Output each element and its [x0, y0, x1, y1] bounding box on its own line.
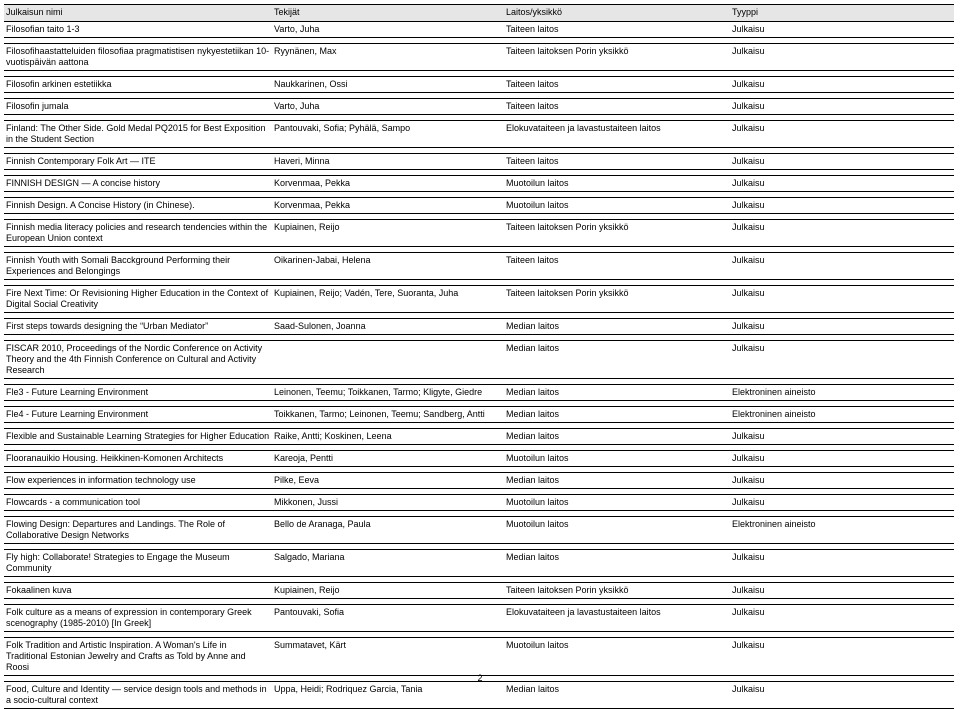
- header-department: Laitos/yksikkö: [504, 5, 730, 22]
- cell-type: Julkaisu: [730, 638, 954, 676]
- cell-authors: Salgado, Mariana: [272, 550, 504, 577]
- cell-department: Median laitos: [504, 682, 730, 709]
- cell-type: Elektroninen aineisto: [730, 407, 954, 423]
- cell-type: Julkaisu: [730, 319, 954, 335]
- cell-department: Elokuvataiteen ja lavastustaiteen laitos: [504, 605, 730, 632]
- table-row: [4, 451, 954, 467]
- cell-department: Median laitos: [504, 473, 730, 489]
- cell-type: Julkaisu: [730, 682, 954, 709]
- cell-department: Taiteen laitos: [504, 253, 730, 280]
- cell-type: Elektroninen aineisto: [730, 517, 954, 544]
- cell-type: Julkaisu: [730, 495, 954, 511]
- cell-department: Elokuvataiteen ja lavastustaiteen laitos: [504, 121, 730, 148]
- cell-authors: Kupiainen, Reijo; Vadén, Tere, Suoranta, Juha: [272, 286, 504, 313]
- cell-department: Median laitos: [504, 385, 730, 401]
- cell-title: Finland: The Other Side. Gold Medal PQ2015 for Best Exposition in the Student Section: [4, 121, 272, 148]
- page-number: 2: [477, 673, 483, 683]
- cell-authors: Oikarinen-Jabai, Helena: [272, 253, 504, 280]
- cell-title: Fokaalinen kuva: [4, 583, 272, 599]
- cell-department: Median laitos: [504, 407, 730, 423]
- table-row: [4, 605, 954, 632]
- cell-type: Julkaisu: [730, 341, 954, 379]
- cell-department: Taiteen laitos: [504, 77, 730, 93]
- cell-title: Filosofin arkinen estetiikka: [4, 77, 272, 93]
- cell-title: Fle4 - Future Learning Environment: [4, 407, 272, 423]
- cell-authors: Bello de Aranaga, Paula: [272, 517, 504, 544]
- cell-department: Median laitos: [504, 319, 730, 335]
- cell-type: Julkaisu: [730, 44, 954, 71]
- cell-authors: Raike, Antti; Koskinen, Leena: [272, 429, 504, 445]
- cell-type: Julkaisu: [730, 429, 954, 445]
- cell-title: Food, Culture and Identity ― service design tools and methods in a socio-cultural context: [4, 682, 272, 709]
- table-row: [4, 473, 954, 489]
- cell-department: Median laitos: [504, 550, 730, 577]
- cell-title: Flexible and Sustainable Learning Strategies for Higher Education: [4, 429, 272, 445]
- table-row: [4, 99, 954, 115]
- cell-type: Julkaisu: [730, 198, 954, 214]
- cell-type: Elektroninen aineisto: [730, 385, 954, 401]
- table-row: [4, 22, 954, 38]
- cell-type: Julkaisu: [730, 473, 954, 489]
- cell-type: Julkaisu: [730, 220, 954, 247]
- cell-authors: Pilke, Eeva: [272, 473, 504, 489]
- table-row: [4, 154, 954, 170]
- table-row: [4, 407, 954, 423]
- table-row: [4, 198, 954, 214]
- cell-title: Flowing Design: Departures and Landings. The Role of Collaborative Design Networks: [4, 517, 272, 544]
- cell-type: Julkaisu: [730, 451, 954, 467]
- cell-title: Filosofihaastatteluiden filosofiaa pragmatistisen nykyestetiikan 10-vuotispäivän aattona: [4, 44, 272, 71]
- table-row: [4, 550, 954, 577]
- table-row: [4, 341, 954, 379]
- table-row: [4, 77, 954, 93]
- cell-type: Julkaisu: [730, 77, 954, 93]
- cell-authors: Varto, Juha: [272, 99, 504, 115]
- cell-type: Julkaisu: [730, 253, 954, 280]
- cell-title: Filosofin jumala: [4, 99, 272, 115]
- cell-department: Muotoilun laitos: [504, 451, 730, 467]
- cell-title: First steps towards designing the “Urban Mediator”: [4, 319, 272, 335]
- cell-department: Taiteen laitos: [504, 99, 730, 115]
- cell-type: Julkaisu: [730, 605, 954, 632]
- cell-title: Folk Tradition and Artistic Inspiration. A Woman's Life in Traditional Estonian Jewelry and Crafts as Told by Anne and Roosi: [4, 638, 272, 676]
- table-row: [4, 319, 954, 335]
- table-header-row: [4, 5, 954, 22]
- table-row: [4, 583, 954, 599]
- cell-department: Muotoilun laitos: [504, 176, 730, 192]
- cell-authors: Saad-Sulonen, Joanna: [272, 319, 504, 335]
- cell-title: Finnish Contemporary Folk Art ― ITE: [4, 154, 272, 170]
- cell-department: Taiteen laitos: [504, 154, 730, 170]
- cell-title: Flow experiences in information technology use: [4, 473, 272, 489]
- table-row: [4, 517, 954, 544]
- cell-authors: Naukkarinen, Ossi: [272, 77, 504, 93]
- cell-authors: Pantouvaki, Sofia: [272, 605, 504, 632]
- cell-type: Julkaisu: [730, 99, 954, 115]
- cell-department: Taiteen laitoksen Porin yksikkö: [504, 583, 730, 599]
- cell-title: FINNISH DESIGN ― A concise history: [4, 176, 272, 192]
- cell-authors: Summatavet, Kärt: [272, 638, 504, 676]
- cell-type: Julkaisu: [730, 583, 954, 599]
- table-row: [4, 44, 954, 71]
- table-row: [4, 638, 954, 676]
- cell-title: FISCAR 2010, Proceedings of the Nordic Conference on Activity Theory and the 4th Finnish Conference on Cultural and Activity Research: [4, 341, 272, 379]
- cell-type: Julkaisu: [730, 286, 954, 313]
- cell-title: Finnish Youth with Somali Bacckground Performing their Experiences and Belongings: [4, 253, 272, 280]
- table-body: [4, 22, 954, 709]
- table-row: [4, 220, 954, 247]
- cell-authors: Mikkonen, Jussi: [272, 495, 504, 511]
- cell-authors: Pantouvaki, Sofia; Pyhälä, Sampo: [272, 121, 504, 148]
- cell-type: Julkaisu: [730, 176, 954, 192]
- cell-authors: Varto, Juha: [272, 22, 504, 38]
- cell-department: Taiteen laitoksen Porin yksikkö: [504, 44, 730, 71]
- cell-title: Fire Next Time: Or Revisioning Higher Education in the Context of Digital Social Creativity: [4, 286, 272, 313]
- cell-department: Muotoilun laitos: [504, 517, 730, 544]
- cell-type: Julkaisu: [730, 550, 954, 577]
- table-row: [4, 429, 954, 445]
- cell-title: Filosofian taito 1-3: [4, 22, 272, 38]
- cell-type: Julkaisu: [730, 22, 954, 38]
- cell-title: Folk culture as a means of expression in contemporary Greek scenography (1985-2010) [In Greek]: [4, 605, 272, 632]
- cell-authors: Kareoja, Pentti: [272, 451, 504, 467]
- cell-department: Taiteen laitoksen Porin yksikkö: [504, 286, 730, 313]
- cell-authors: [272, 341, 504, 379]
- header-title: Julkaisun nimi: [4, 5, 272, 22]
- table-row: [4, 253, 954, 280]
- cell-type: Julkaisu: [730, 154, 954, 170]
- cell-title: Flooranauikio Housing. Heikkinen-Komonen Architects: [4, 451, 272, 467]
- cell-department: Taiteen laitoksen Porin yksikkö: [504, 220, 730, 247]
- cell-department: Median laitos: [504, 341, 730, 379]
- cell-title: Finnish Design. A Concise History (in Chinese).: [4, 198, 272, 214]
- cell-title: Fle3 - Future Learning Environment: [4, 385, 272, 401]
- table-row: [4, 682, 954, 709]
- header-authors: Tekijät: [272, 5, 504, 22]
- cell-authors: Korvenmaa, Pekka: [272, 198, 504, 214]
- table-row: [4, 176, 954, 192]
- cell-department: Muotoilun laitos: [504, 495, 730, 511]
- cell-authors: Uppa, Heidi; Rodriquez Garcia, Tania: [272, 682, 504, 709]
- cell-type: Julkaisu: [730, 121, 954, 148]
- cell-department: Muotoilun laitos: [504, 638, 730, 676]
- cell-authors: Kupiainen, Reijo: [272, 220, 504, 247]
- cell-department: Muotoilun laitos: [504, 198, 730, 214]
- header-type: Tyyppi: [730, 5, 954, 22]
- cell-authors: Haveri, Minna: [272, 154, 504, 170]
- cell-title: Flowcards - a communication tool: [4, 495, 272, 511]
- cell-authors: Toikkanen, Tarmo; Leinonen, Teemu; Sandberg, Antti: [272, 407, 504, 423]
- table-row: [4, 121, 954, 148]
- cell-authors: Kupiainen, Reijo: [272, 583, 504, 599]
- cell-authors: Korvenmaa, Pekka: [272, 176, 504, 192]
- table-row: [4, 286, 954, 313]
- cell-authors: Leinonen, Teemu; Toikkanen, Tarmo; Kligyte, Giedre: [272, 385, 504, 401]
- cell-title: Finnish media literacy policies and research tendencies within the European Union context: [4, 220, 272, 247]
- cell-department: Median laitos: [504, 429, 730, 445]
- table-row: [4, 495, 954, 511]
- table-row: [4, 385, 954, 401]
- publications-table: [4, 4, 954, 709]
- cell-title: Fly high: Collaborate! Strategies to Engage the Museum Community: [4, 550, 272, 577]
- cell-department: Taiteen laitos: [504, 22, 730, 38]
- cell-authors: Ryynänen, Max: [272, 44, 504, 71]
